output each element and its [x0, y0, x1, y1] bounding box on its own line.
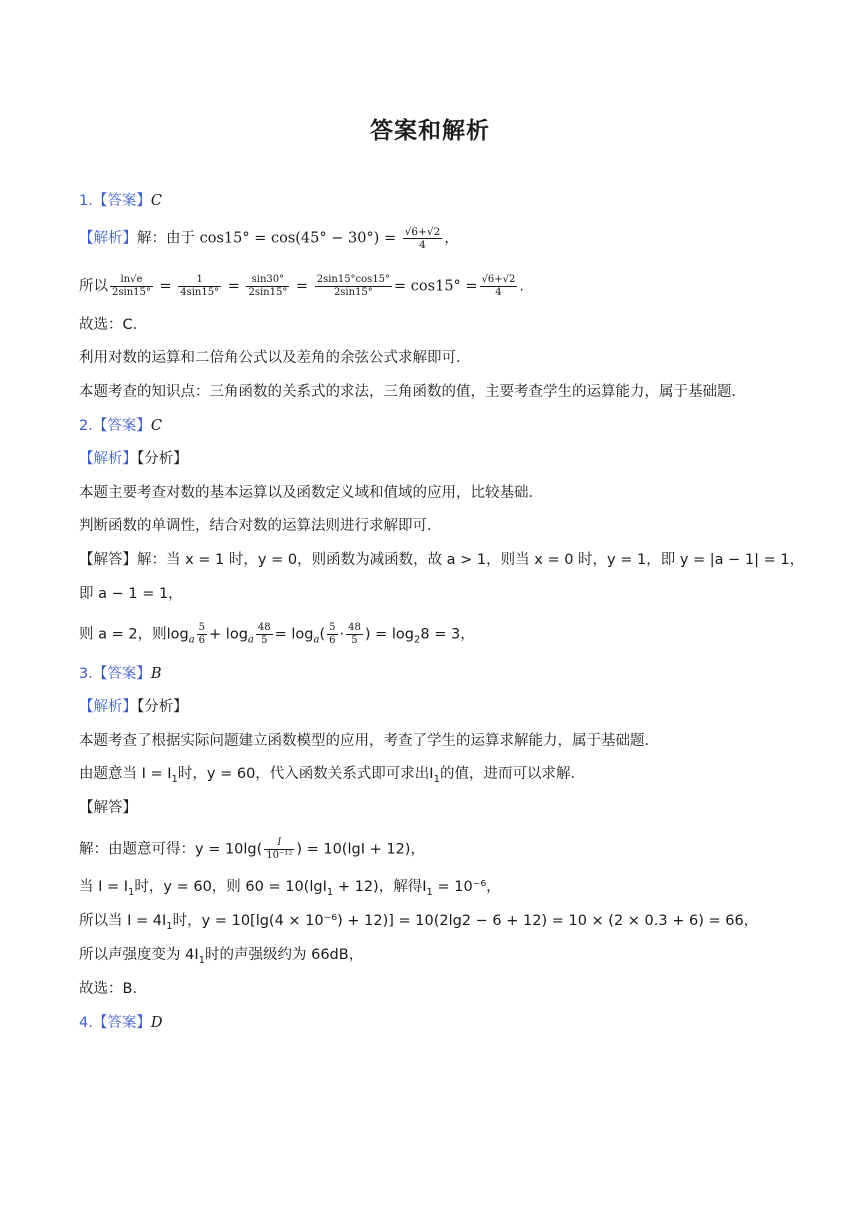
q1-text: 解：由于	[137, 230, 195, 247]
q1-knowledge: 本题考查的知识点：三角函数的关系式的求法，三角函数的值，主要考查学生的运算能力，属于基础题．	[79, 384, 746, 400]
q3-p5: 所以当 $I = 4I_1$时，y = 10[lg(4 × 10⁻⁶) + 12)] = 10(2lg2 − 6 + 12) = 10 × (2 × 0.3 + 6) = 66，	[79, 913, 759, 932]
q2-analysis-tags: 【解析】【分析】	[79, 451, 188, 467]
q3-p1: 本题考查了根据实际问题建立函数模型的应用，考查了学生的运算求解能力，属于基础题．	[79, 733, 659, 749]
q1-analysis-tag: 【解析】	[79, 230, 137, 247]
q2-frac-3: $\frac{5}{6}$	[329, 622, 336, 646]
q3-frac: $\frac{I}{\text{10⁻¹²}}$	[266, 837, 293, 861]
q2-answer: C	[150, 418, 162, 434]
q1-frac-2: $\frac{1}{4\sin 15^\circ}$	[180, 274, 220, 298]
q2-p2: 判断函数的单调性，结合对数的运算法则进行求解即可．	[79, 518, 442, 534]
page-title: 答案和解析	[370, 118, 490, 144]
q3-p3: 解：由题意可得：y = 10lg( $\frac{I}{\text{10⁻¹²}}$ ) = 10(lgI + 12)，	[79, 837, 425, 861]
q4-answer: D	[150, 1015, 163, 1031]
q1-frac-4: $\frac{2\sin 15^\circ\cos 15^\circ}{2\sin 15^\circ}$	[316, 274, 391, 298]
q2-frac-4: $\frac{48}{5}$	[348, 622, 361, 646]
q1-answer: C	[150, 193, 162, 209]
q1-frac-5: $\frac{√6+√2}{4}$	[481, 274, 516, 298]
q1-analysis-line1: 【解析】解：由于 cos15° = cos(45° − 30°) = $\frac{√6+√2}{4}$ ，	[79, 226, 459, 251]
q1-fraction: $\frac{√6+√2}{4}$	[404, 226, 441, 251]
q3-p6: 所以声强度变为 $4I_1$时的声强级约为 66dB，	[79, 947, 364, 966]
q2-frac-2: $\frac{48}{5}$	[257, 622, 271, 646]
q4-answer-line: 4.【答案】D	[79, 1015, 163, 1031]
q3-p4: 当 $I = I_1$时，y = 60，则 60 = 10(lgI$_1$ + 12)，解得$I_1 = 10^{-6}$，	[79, 879, 501, 898]
q2-p4: 即 a − 1 = 1，	[79, 586, 183, 602]
q3-answer: B	[150, 666, 162, 682]
q1-frac-3: $\frac{\sin 30^\circ}{2\sin 15^\circ}$	[248, 274, 288, 298]
q2-frac-1: $\frac{5}{6}$	[198, 622, 206, 646]
q3-analysis-tags: 【解析】【分析】	[79, 699, 188, 715]
q3-p7: 故选：B．	[79, 981, 147, 997]
q2-p5: 则 a = 2，则$\log_a$ $\frac{5}{6}$ + $\log_a$ $\frac{48}{5}$ = $\log_a$( $\frac{5}{6}$ · $\frac{48}{5}$ ) = $\log_28 = 3$，	[79, 622, 475, 646]
q3-jieda-tag: 【解答】	[79, 800, 137, 816]
q3-p2: 由题意当 $I = I_1$时，y = 60，代入函数关系式即可求出$I_1$的值，进而可以求解．	[79, 766, 585, 785]
q1-analysis-line2: 所以 $\frac{\ln√e}{2\sin 15^\circ}$ = $\frac{1}{4\sin 15^\circ}$ = $\frac{\sin 30^\circ}{2\sin 15^\circ}$ = $\frac{2\sin 15^\circ\cos 15^\circ}{2\sin 15^\circ}$ = cos15° = $\frac{√6+√2}{4}$ .	[79, 274, 525, 298]
q2-p3: 【解答】解：当 x = 1 时，y = 0，则函数为减函数，故 a > 1，则当 x = 0 时，y = 1，即 y = |a − 1| = 1，	[79, 552, 805, 568]
q2-p1: 本题主要考查对数的基本运算以及函数定义域和值域的应用，比较基础．	[79, 485, 543, 501]
q1-choice: 故选：C．	[79, 317, 148, 333]
q2-answer-line: 2.【答案】C	[79, 418, 162, 434]
q1-number: 1.	[79, 193, 93, 209]
q1-answer-line	[79, 190, 162, 212]
q1-expr: cos15° = cos(45° − 30°) =	[199, 230, 397, 247]
q1-method: 利用对数的运算和二倍角公式以及差角的余弦公式求解即可．	[79, 350, 471, 366]
q3-answer-line: 3.【答案】B	[79, 666, 162, 682]
q1-frac-1: $\frac{\ln√e}{2\sin 15^\circ}$	[112, 274, 151, 298]
q1-answer-tag: 【答案】	[92, 193, 151, 209]
